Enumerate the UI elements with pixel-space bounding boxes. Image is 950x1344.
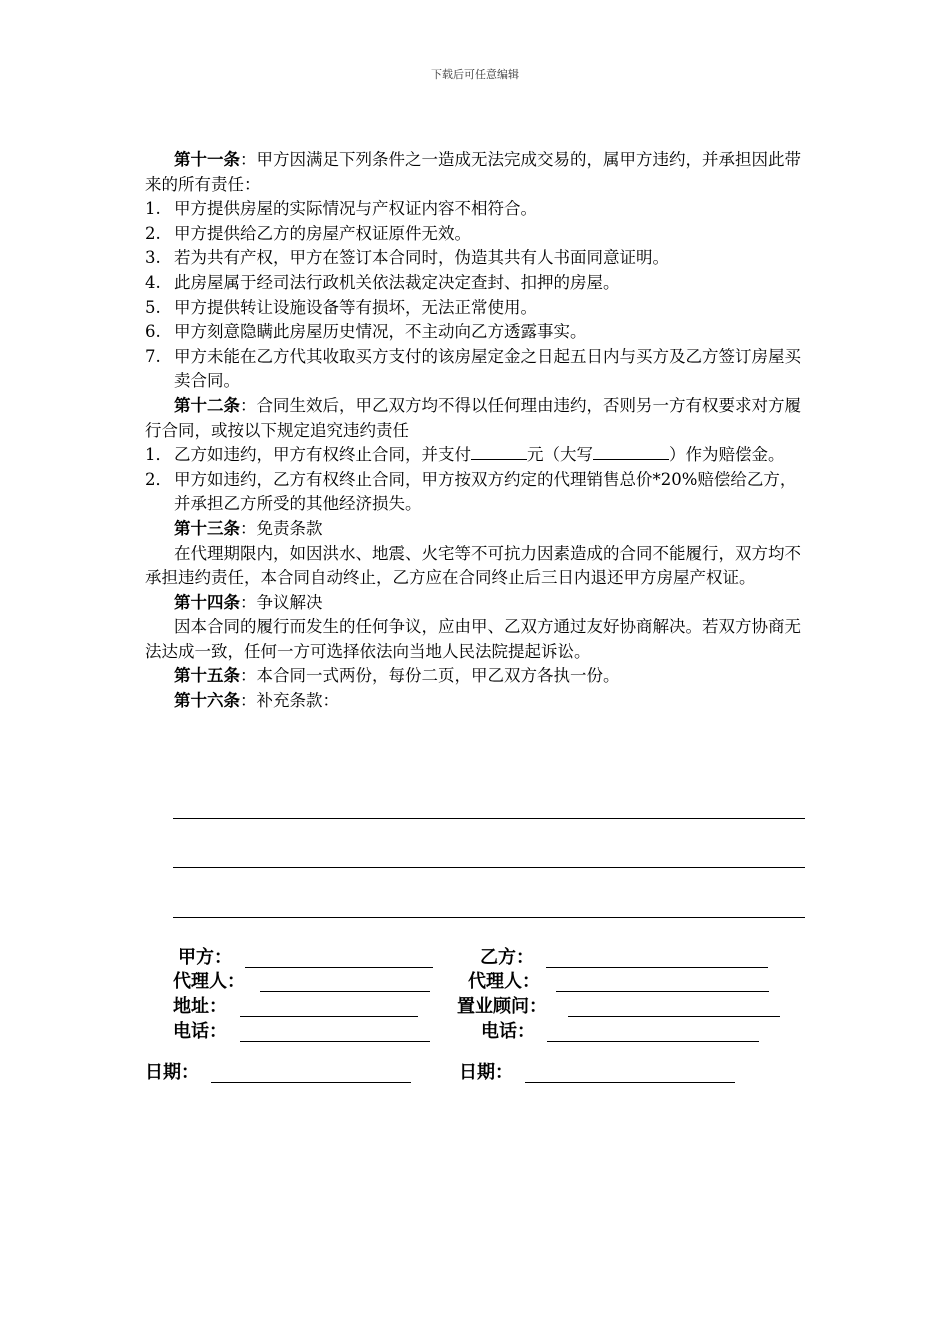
agent-a-line[interactable] <box>260 991 430 992</box>
date-b-label: 日期： <box>459 1062 513 1083</box>
party-b-line[interactable] <box>546 967 768 968</box>
phone-a-label: 电话： <box>173 1021 227 1042</box>
article-16: 第十六条：补充条款： <box>174 691 339 711</box>
phone-b-line[interactable] <box>547 1041 759 1042</box>
article-15: 第十五条：本合同一式两份，每份二页，甲乙双方各执一份。 <box>174 666 620 686</box>
agent-b-line[interactable] <box>556 991 769 992</box>
article-13-label: 第十三条 <box>174 518 240 538</box>
article-14-label: 第十四条 <box>174 592 240 612</box>
date-a-label: 日期： <box>145 1062 199 1083</box>
amount-blank[interactable] <box>471 443 527 460</box>
list-item: 1． 乙方如违约，甲方有权终止合同，并支付 元（大写 ）作为赔偿金。 <box>145 445 785 465</box>
article-15-label: 第十五条 <box>174 666 240 686</box>
agent-b-label: 代理人： <box>468 971 540 992</box>
article-13-title: 第十三条：免责条款 <box>174 518 323 538</box>
supplement-line[interactable] <box>173 917 805 918</box>
article-14-text: 因本合同的履行而发生的任何争议，应由甲、乙双方通过友好协商解决。若双方协商无法达成一致，任何一方可选择依法向当地人民法院提起诉讼。 <box>145 617 801 661</box>
list-item: 4. 此房屋属于经司法行政机关依法裁定决定查封、扣押的房屋。 <box>145 272 620 292</box>
party-b-label: 乙方： <box>480 947 534 968</box>
contract-body <box>145 148 810 714</box>
list-item: 2． 甲方如违约，乙方有权终止合同，甲方按双方约定的代理销售总价*20%赔偿给乙方，并承担乙方所受的其他经济损失。 <box>145 469 797 514</box>
article-14-title: 第十四条：争议解决 <box>174 592 323 612</box>
party-a-label: 甲方： <box>178 947 232 968</box>
article-12-intro <box>145 394 810 443</box>
article-16-label: 第十六条 <box>174 691 240 711</box>
page-header: 下载后可任意编辑 <box>431 68 519 81</box>
consultant-line[interactable] <box>568 1016 780 1017</box>
party-a-line[interactable] <box>245 967 433 968</box>
list-item: 3. 若为共有产权，甲方在签订本合同时，伪造其共有人书面同意证明。 <box>145 248 669 268</box>
supplement-line[interactable] <box>173 867 805 868</box>
list-item: 5. 甲方提供转让设施设备等有损坏，无法正常使用。 <box>145 297 537 317</box>
agent-a-label: 代理人： <box>173 971 245 992</box>
list-item: 6. 甲方刻意隐瞒此房屋历史情况，不主动向乙方透露事实。 <box>145 322 587 342</box>
article-12-label: 第十二条 <box>174 395 240 415</box>
list-item: 1. 甲方提供房屋的实际情况与产权证内容不相符合。 <box>145 199 537 219</box>
list-item: 2. 甲方提供给乙方的房屋产权证原件无效。 <box>145 223 471 243</box>
article-13-text: 在代理期限内，如因洪水、地震、火宅等不可抗力因素造成的合同不能履行，双方均不承担违约责任，本合同自动终止，乙方应在合同终止后三日内退还甲方房屋产权证。 <box>145 543 801 588</box>
article-12-text: ：合同生效后，甲乙双方均不得以任何理由违约，否则另一方有权要求对方履行合同，或按以下规定追究违约责任 <box>145 395 801 440</box>
consultant-label: 置业顾问： <box>457 996 547 1017</box>
address-label: 地址： <box>173 996 227 1017</box>
date-b-line[interactable] <box>525 1082 735 1083</box>
article-11-text: ：甲方因满足下列条件之一造成无法完成交易的，属甲方违约，并承担因此带来的所有责任： <box>145 150 801 194</box>
phone-b-label: 电话： <box>481 1021 535 1042</box>
supplement-line[interactable] <box>173 818 805 819</box>
article-11-label: 第十一条 <box>174 150 240 169</box>
amount-uppercase-blank[interactable] <box>593 443 669 460</box>
phone-a-line[interactable] <box>240 1041 430 1042</box>
address-line[interactable] <box>240 1016 418 1017</box>
list-item: 7. 甲方未能在乙方代其收取买方支付的该房屋定金之日起五日内与买方及乙方签订房屋买卖合同。 <box>145 346 801 391</box>
date-a-line[interactable] <box>211 1082 411 1083</box>
article-11-intro <box>145 148 810 197</box>
